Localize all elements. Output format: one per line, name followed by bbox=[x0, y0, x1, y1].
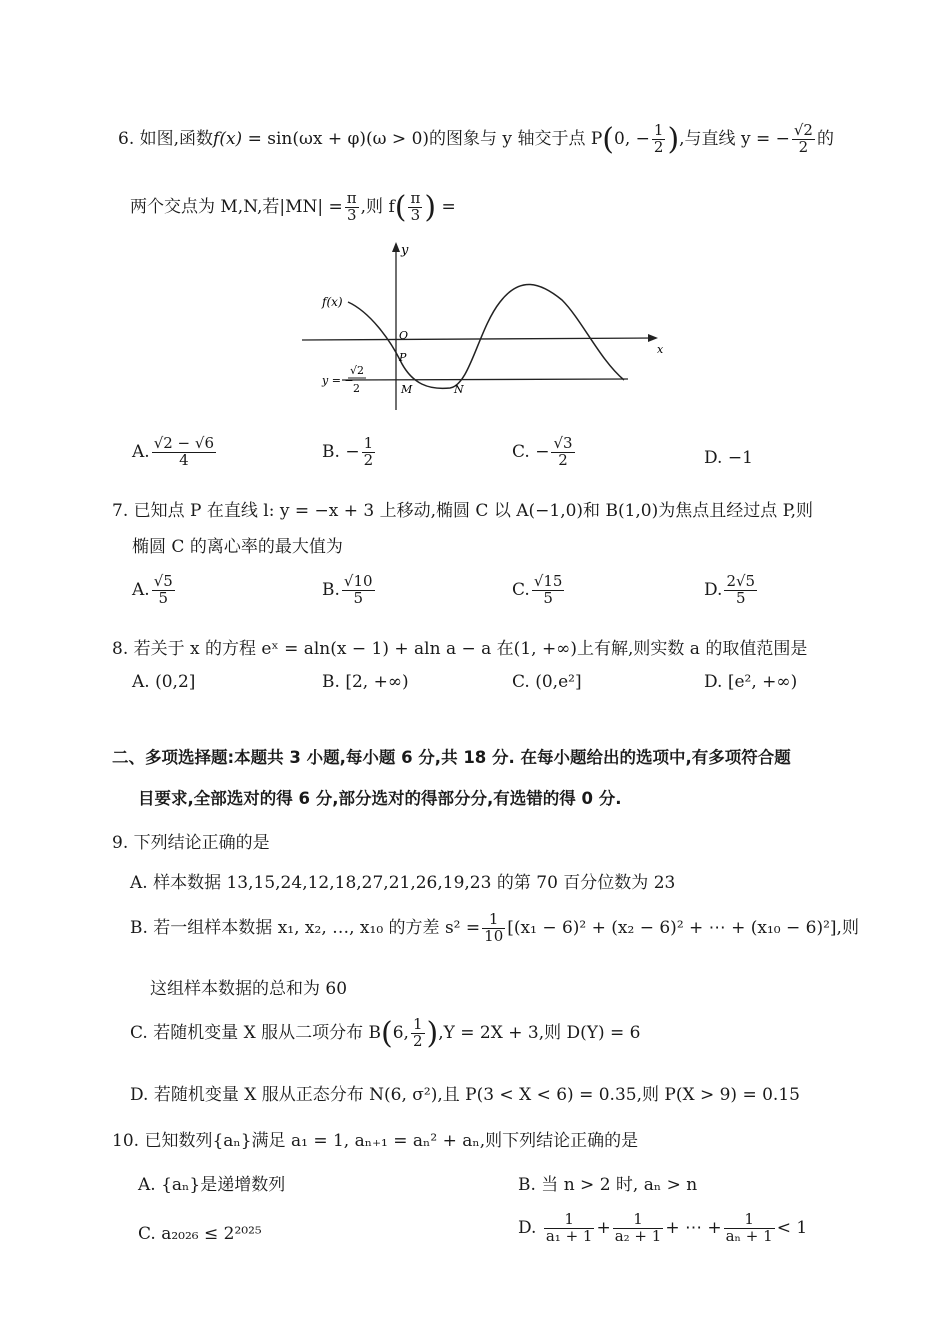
q9-option-c: C. 若随机变量 X 服从二项分布 B(6, $\frac{1}{2}$ ),Y = 2X + 3,则 D(Y) = 6 bbox=[130, 1015, 641, 1051]
graph-n-label: N bbox=[454, 383, 464, 396]
q7-option-d: D. $\frac{2√5}{5}$ bbox=[704, 572, 756, 607]
q6-option-a: A. $\frac{√2 - √6}{4}$ bbox=[132, 434, 214, 469]
graph-y-label: y bbox=[401, 243, 409, 258]
graph-x-arrow bbox=[648, 334, 658, 342]
q8-option-d: D. [e², +∞) bbox=[704, 672, 798, 692]
graph-x-axis bbox=[302, 338, 656, 340]
q9-option-b-line2: 这组样本数据的总和为 60 bbox=[150, 979, 348, 999]
q9-option-a: A. 样本数据 13,15,24,12,18,27,21,26,19,23 的第 70 百分位数为 23 bbox=[130, 873, 676, 893]
graph-x-label: x bbox=[657, 343, 664, 356]
q6-option-c: C. − $\frac{√3}{2}$ bbox=[512, 434, 573, 469]
q6-line1: 6. 如图,函数f(x) = sin(ωx + φ)(ω > 0)的图象与 y 轴交于点 P(0, − $\frac{1}{2}$ ),与直线 y = − $\frac{√2}{2}$ 的 bbox=[118, 121, 834, 157]
graph-line-label-prefix: y = − bbox=[322, 374, 354, 387]
section2-heading-line1: 二、多项选择题:本题共 3 小题,每小题 6 分,共 18 分. 在每小题给出的选项中,有多项符合题 bbox=[112, 748, 791, 767]
q8-option-a: A. (0,2] bbox=[132, 672, 196, 692]
q6-mn-fraction: $\frac{\pi}{3}$ bbox=[346, 189, 357, 224]
q9-option-b: B. 若一组样本数据 x₁, x₂, …, x₁₀ 的方差 s² = $\frac{1}{10}$ [(x₁ − 6)² + (x₂ − 6)² + ⋯ + (x₁₀ − 6)²],则 bbox=[130, 910, 859, 945]
q10-option-d: D. $\frac{1}{\text{a₁ + 1}}$ + $\frac{1}{\text{a₂ + 1}}$ + ⋯ + $\frac{1}{\text{aₙ + 1}}$ < 1 bbox=[518, 1210, 808, 1245]
q7-option-a: A. $\frac{√5}{5}$ bbox=[132, 572, 173, 607]
q10-option-c: C. a₂₀₂₆ ≤ 2²⁰²⁵ bbox=[138, 1224, 262, 1244]
q8-option-b: B. [2, +∞) bbox=[322, 672, 409, 692]
q6-line2: 两个交点为 M,N,若|MN| = $\frac{\pi}{3}$ ,则 f( $\frac{\pi}{3}$ ) = bbox=[130, 189, 456, 225]
graph-m-label: M bbox=[401, 383, 413, 396]
q6-option-d: D. −1 bbox=[704, 448, 753, 468]
q7-line2: 椭圆 C 的离心率的最大值为 bbox=[132, 537, 343, 557]
q8-option-c: C. (0,e²] bbox=[512, 672, 582, 692]
q9-stem: 9. 下列结论正确的是 bbox=[112, 833, 270, 853]
graph-fx-label: f(x) bbox=[322, 295, 343, 309]
q6-number: 6. bbox=[118, 129, 135, 149]
graph-p-label: P bbox=[399, 351, 407, 364]
q10-option-a: A. {aₙ}是递增数列 bbox=[138, 1175, 286, 1195]
q6-line-fraction: $\frac{√2}{2}$ bbox=[793, 121, 813, 156]
q10-option-b: B. 当 n > 2 时, aₙ > n bbox=[518, 1175, 698, 1195]
graph-horizontal-line bbox=[342, 379, 628, 380]
q6-option-b: B. − $\frac{1}{2}$ bbox=[322, 434, 374, 469]
section2-heading-line2: 目要求,全部选对的得 6 分,部分选对的得部分分,有选错的得 0 分. bbox=[138, 789, 622, 808]
q10-stem: 10. 已知数列{aₙ}满足 a₁ = 1, aₙ₊₁ = aₙ² + aₙ,则下列结论正确的是 bbox=[112, 1131, 639, 1151]
q6-graph bbox=[300, 240, 670, 415]
graph-y-arrow bbox=[392, 242, 400, 252]
q7-option-c: C. $\frac{√15}{5}$ bbox=[512, 572, 563, 607]
graph-sine-curve bbox=[348, 284, 624, 388]
q9-option-d: D. 若随机变量 X 服从正态分布 N(6, σ²),且 P(3 < X < 6) = 0.35,则 P(X > 9) = 0.15 bbox=[130, 1085, 800, 1105]
q6-f-fraction: $\frac{\pi}{3}$ bbox=[410, 189, 421, 224]
graph-line-label-den: 2 bbox=[353, 382, 360, 395]
graph-line-label-num: √2 bbox=[350, 364, 365, 377]
graph-origin-label: O bbox=[399, 329, 409, 342]
q6-p-fraction: $\frac{1}{2}$ bbox=[653, 121, 664, 156]
q7-line1: 7. 已知点 P 在直线 l: y = −x + 3 上移动,椭圆 C 以 A(−1,0)和 B(1,0)为焦点且经过点 P,则 bbox=[112, 501, 814, 521]
q8-line1: 8. 若关于 x 的方程 eˣ = aln(x − 1) + aln a − a 在(1, +∞)上有解,则实数 a 的取值范围是 bbox=[112, 639, 808, 659]
q7-option-b: B. $\frac{√10}{5}$ bbox=[322, 572, 373, 607]
